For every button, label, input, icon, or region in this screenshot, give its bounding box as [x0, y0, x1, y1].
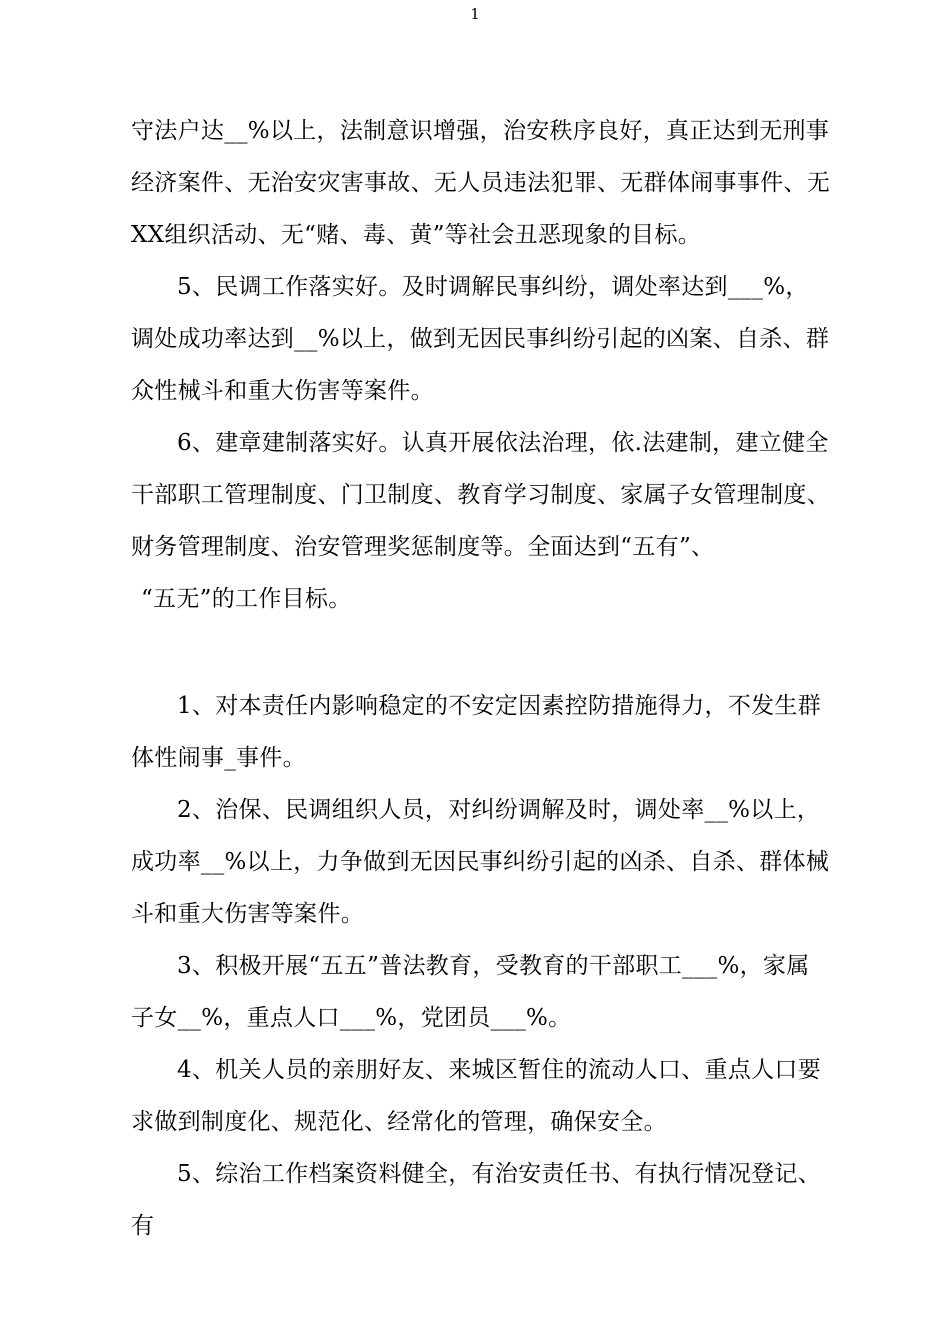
paragraph-item-4-population-management: 4、机关人员的亲朋好友、来城区暂住的流动人口、重点人口要求做到制度化、规范化、经常化的管理，确保安全。 — [131, 1057, 822, 1135]
paragraph-item-1-stability: 1、对本责任内影响稳定的不安定因素控防措施得力，不发生群体性闹事_事件。 — [131, 693, 822, 771]
paragraph-item-2-dispute-resolution: 2、治保、民调组织人员，对纠纷调解及时，调处率__%以上，成功率__%以上，力争做到无因民事纠纷引起的凶杀、自杀、群体械斗和重大伤害等案件。 — [131, 797, 830, 927]
paragraph-item-5-mediation: 5、民调工作落实好。及时调解民事纠纷，调处率达到___%，调处成功率达到__%以上，做到无因民事纠纷引起的凶案、自杀、群众性械斗和重大伤害等案件。 — [131, 274, 830, 404]
paragraph-continuation: 守法户达__%以上，法制意识增强，治安秩序良好，真正达到无刑事经济案件、无治安灾害事故、无人员违法犯罪、无群体闹事事件、无XX组织活动、无“赌、毒、黄”等社会丑恶现象的目标。 — [131, 118, 830, 248]
paragraph-five-nos-goal: “五无”的工作目标。 — [141, 586, 352, 612]
paragraph-item-6-regulations: 6、建章建制落实好。认真开展依法治理，依.法建制，建立健全干部职工管理制度、门卫制度、教育学习制度、家属子女管理制度、财务管理制度、治安管理奖惩制度等。全面达到“五有”、 — [131, 430, 830, 560]
document-body — [131, 105, 831, 1252]
paragraph-item-5-archives: 5、综治工作档案资料健全，有治安责任书、有执行情况登记、有 — [131, 1161, 822, 1239]
page-number: 1 — [470, 5, 480, 23]
paragraph-item-3-legal-education: 3、积极开展“五五”普法教育，受教育的干部职工___%，家属子女__%，重点人口___%，党团员___%。 — [131, 953, 810, 1031]
